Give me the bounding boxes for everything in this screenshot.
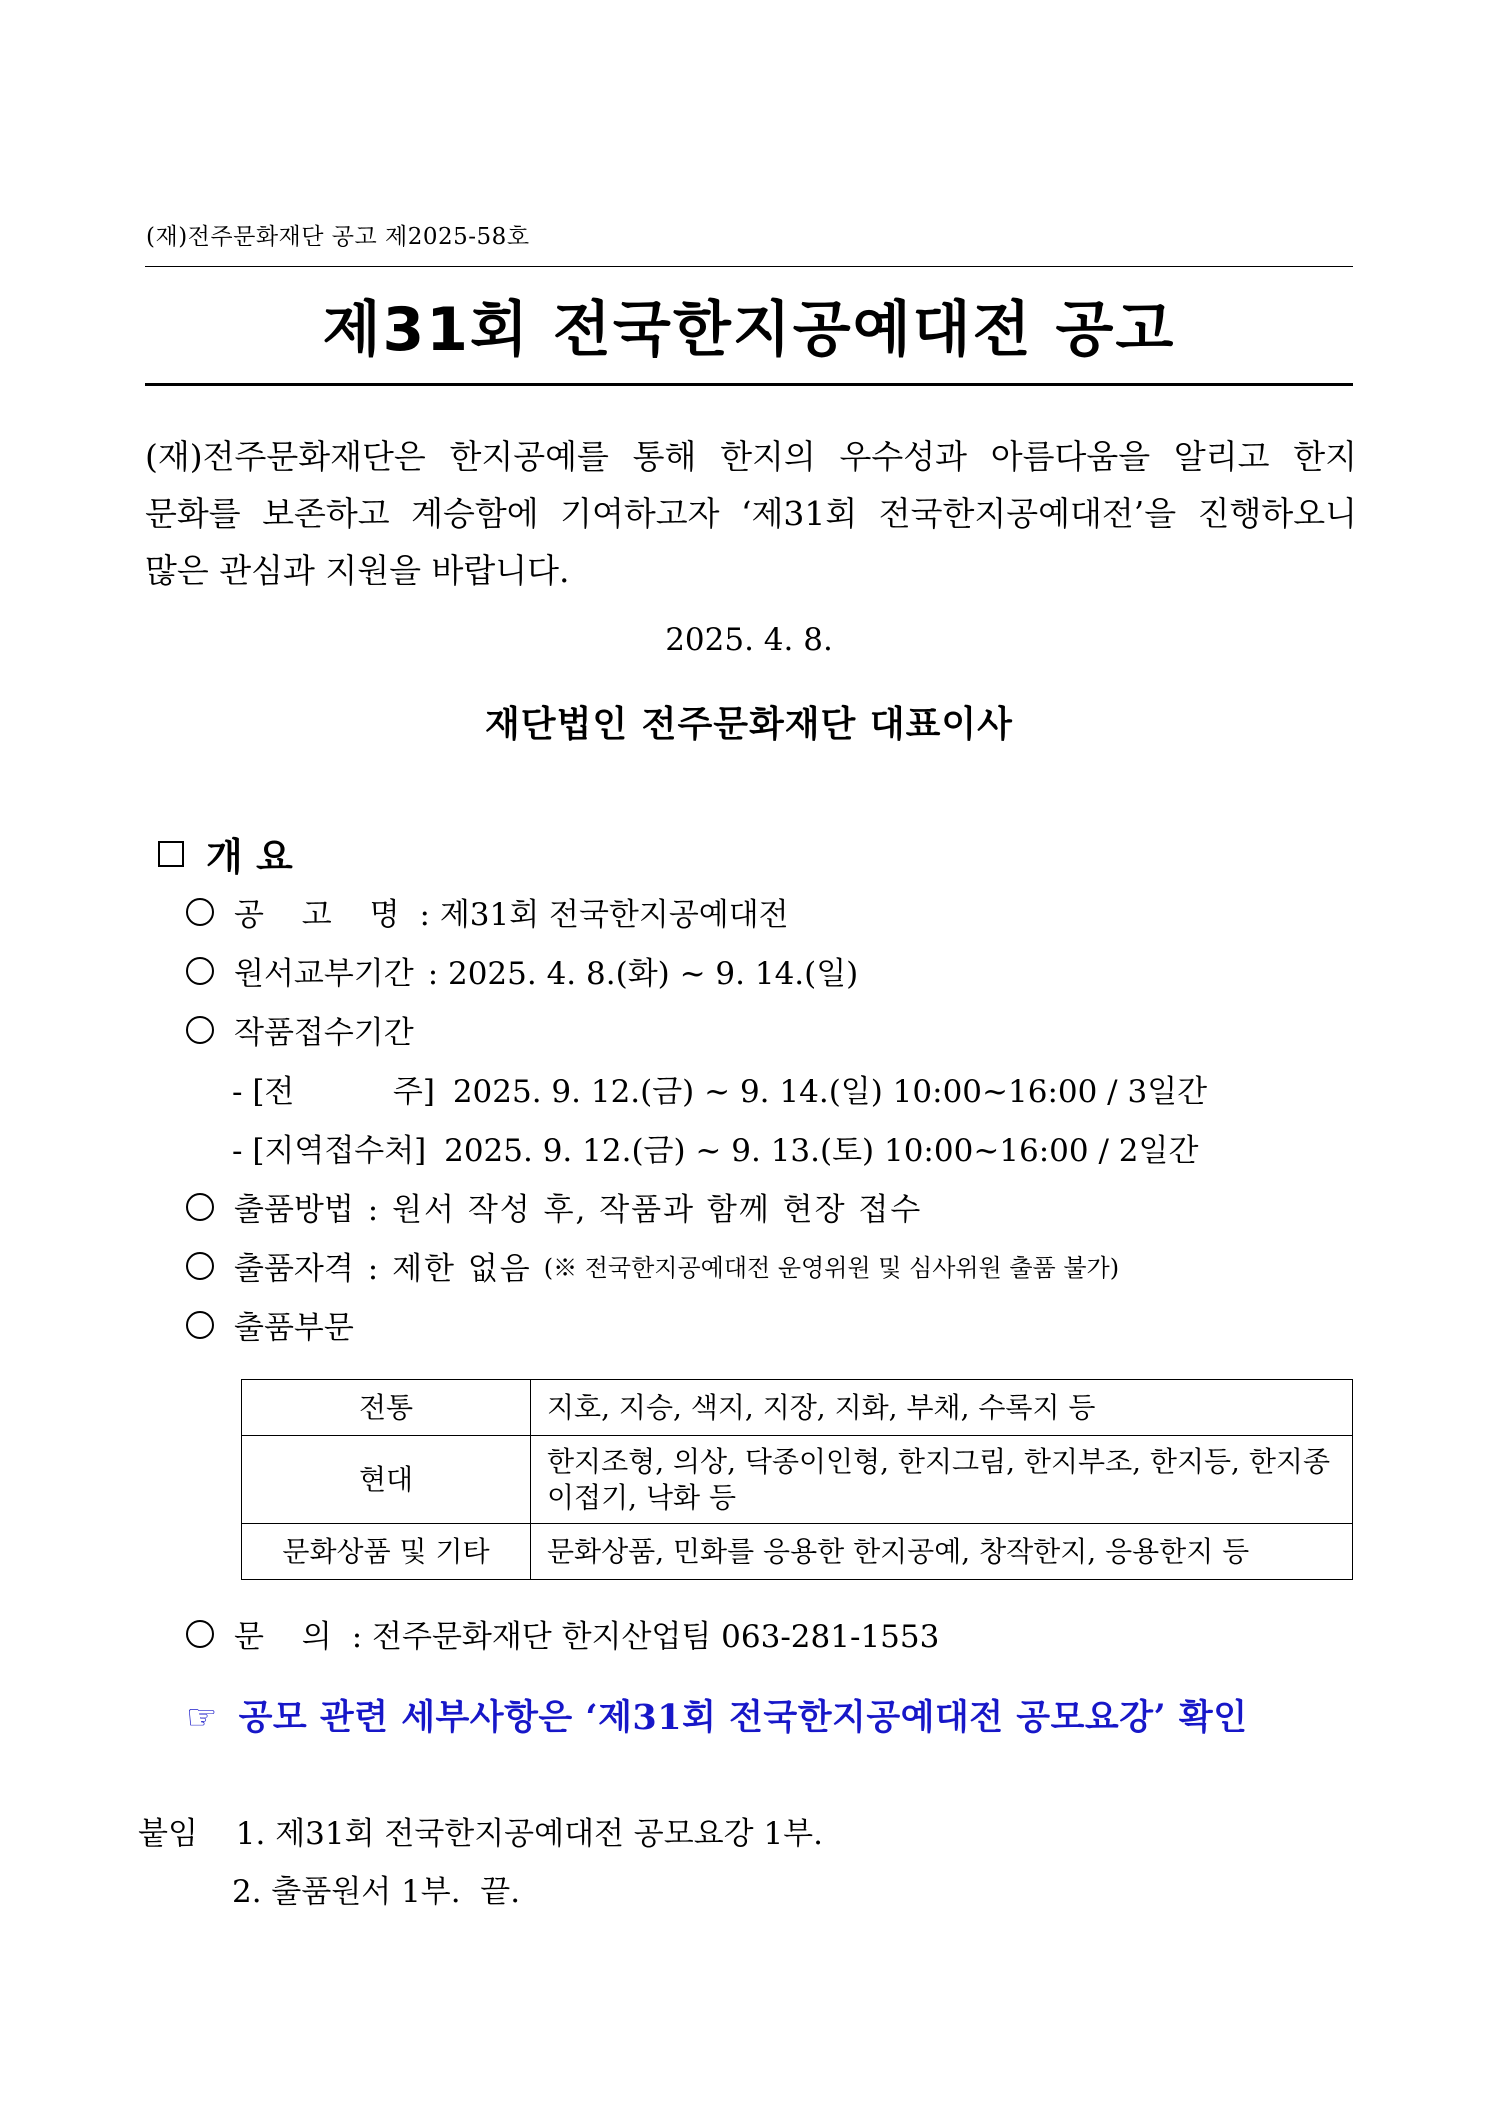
signature: 재단법인 전주문화재단 대표이사: [485, 703, 1013, 745]
details-notice: [186, 1690, 1248, 1740]
sub-label: - [지역접수처]: [232, 1133, 427, 1169]
circle-bullet-icon: [186, 898, 214, 926]
division-items: 문화상품, 민화를 응용한 한지공예, 창작한지, 응용한지 등: [531, 1524, 1353, 1580]
item-notice-name: [186, 889, 789, 934]
item-reception-period: [186, 1007, 414, 1052]
attachment-item: 1. 제31회 전국한지공예대전 공모요강 1부.: [235, 1816, 823, 1852]
item-label: 출품자격: [234, 1251, 354, 1287]
reception-regional: [232, 1125, 1198, 1170]
item-eligibility: [186, 1243, 1119, 1288]
title-rule: [145, 383, 1353, 386]
table-row: [242, 1524, 1353, 1580]
circle-bullet-icon: [186, 1016, 214, 1044]
section-heading-overview: [158, 826, 293, 881]
item-inquiry: [186, 1611, 939, 1656]
header-rule: [145, 266, 1353, 267]
item-label: 출품부문: [234, 1310, 354, 1346]
notice-date: 2025. 4. 8.: [665, 622, 833, 658]
division-category: 문화상품 및 기타: [242, 1524, 531, 1580]
item-value: : 원서 작성 후, 작품과 함께 현장 접수: [367, 1192, 923, 1228]
circle-bullet-icon: [186, 1252, 214, 1280]
item-divisions: [186, 1302, 354, 1347]
attachments-label: 붙임: [138, 1816, 198, 1852]
section-heading-label: 개 요: [206, 834, 293, 879]
notice-number: (재)전주문화재단 공고 제2025-58호: [146, 224, 530, 250]
division-category: 전통: [242, 1380, 531, 1436]
item-label: 공 고 명: [234, 897, 414, 933]
circle-bullet-icon: [186, 1311, 214, 1339]
intro-line: 문화를 보존하고 계승함에 기여하고자 ‘제31회 전국한지공예대전’을 진행하오니: [145, 494, 1357, 533]
sub-value: 2025. 9. 12.(금) ~ 9. 13.(토) 10:00~16:00 / 2일간: [444, 1133, 1199, 1169]
item-label: 출품방법: [234, 1192, 354, 1228]
page-title: 제31회 전국한지공예대전 공고: [322, 295, 1176, 365]
hand-pointing-icon: ☞: [186, 1698, 218, 1738]
item-value: : 2025. 4. 8.(화) ~ 9. 14.(일): [427, 956, 859, 992]
attachment-item: 2. 출품원서 1부. 끝.: [232, 1874, 521, 1910]
item-label: 문 의: [234, 1619, 346, 1655]
intro-line: 많은 관심과 지원을 바랍니다.: [145, 551, 570, 590]
item-application-period: [186, 948, 858, 993]
division-items: 한지조형, 의상, 닥종이인형, 한지그림, 한지부조, 한지등, 한지종이접기, 낙화 등: [531, 1436, 1353, 1524]
division-category: 현대: [242, 1436, 531, 1524]
circle-bullet-icon: [186, 957, 214, 985]
eligibility-note: (※ 전국한지공예대전 운영위원 및 심사위원 출품 불가): [543, 1254, 1120, 1282]
item-submission-method: [186, 1184, 922, 1229]
sub-label: - [전 주]: [232, 1074, 435, 1110]
table-row: [242, 1436, 1353, 1524]
circle-bullet-icon: [186, 1193, 214, 1221]
intro-paragraph: [145, 428, 1357, 599]
item-label: 작품접수기간: [234, 1015, 414, 1051]
circle-bullet-icon: [186, 1620, 214, 1648]
details-notice-text: 공모 관련 세부사항은 ‘제31회 전국한지공예대전 공모요강’ 확인: [238, 1697, 1248, 1738]
square-bullet-icon: [158, 841, 184, 867]
item-value: : 전주문화재단 한지산업팀 063-281-1553: [351, 1619, 940, 1655]
division-items: 지호, 지승, 색지, 지장, 지화, 부채, 수록지 등: [531, 1380, 1353, 1436]
item-label: 원서교부기간: [234, 956, 414, 992]
attachment-1: [138, 1808, 823, 1853]
intro-line: (재)전주문화재단은 한지공예를 통해 한지의 우수성과 아름다움을 알리고 한지: [145, 437, 1357, 476]
item-value: : 제한 없음: [367, 1251, 532, 1287]
divisions-table: [241, 1379, 1353, 1580]
sub-value: 2025. 9. 12.(금) ~ 9. 14.(일) 10:00~16:00 / 3일간: [452, 1074, 1208, 1110]
item-value: : 제31회 전국한지공예대전: [419, 897, 789, 933]
attachment-2: [232, 1866, 520, 1911]
reception-jeonju: [232, 1066, 1207, 1111]
table-row: [242, 1380, 1353, 1436]
